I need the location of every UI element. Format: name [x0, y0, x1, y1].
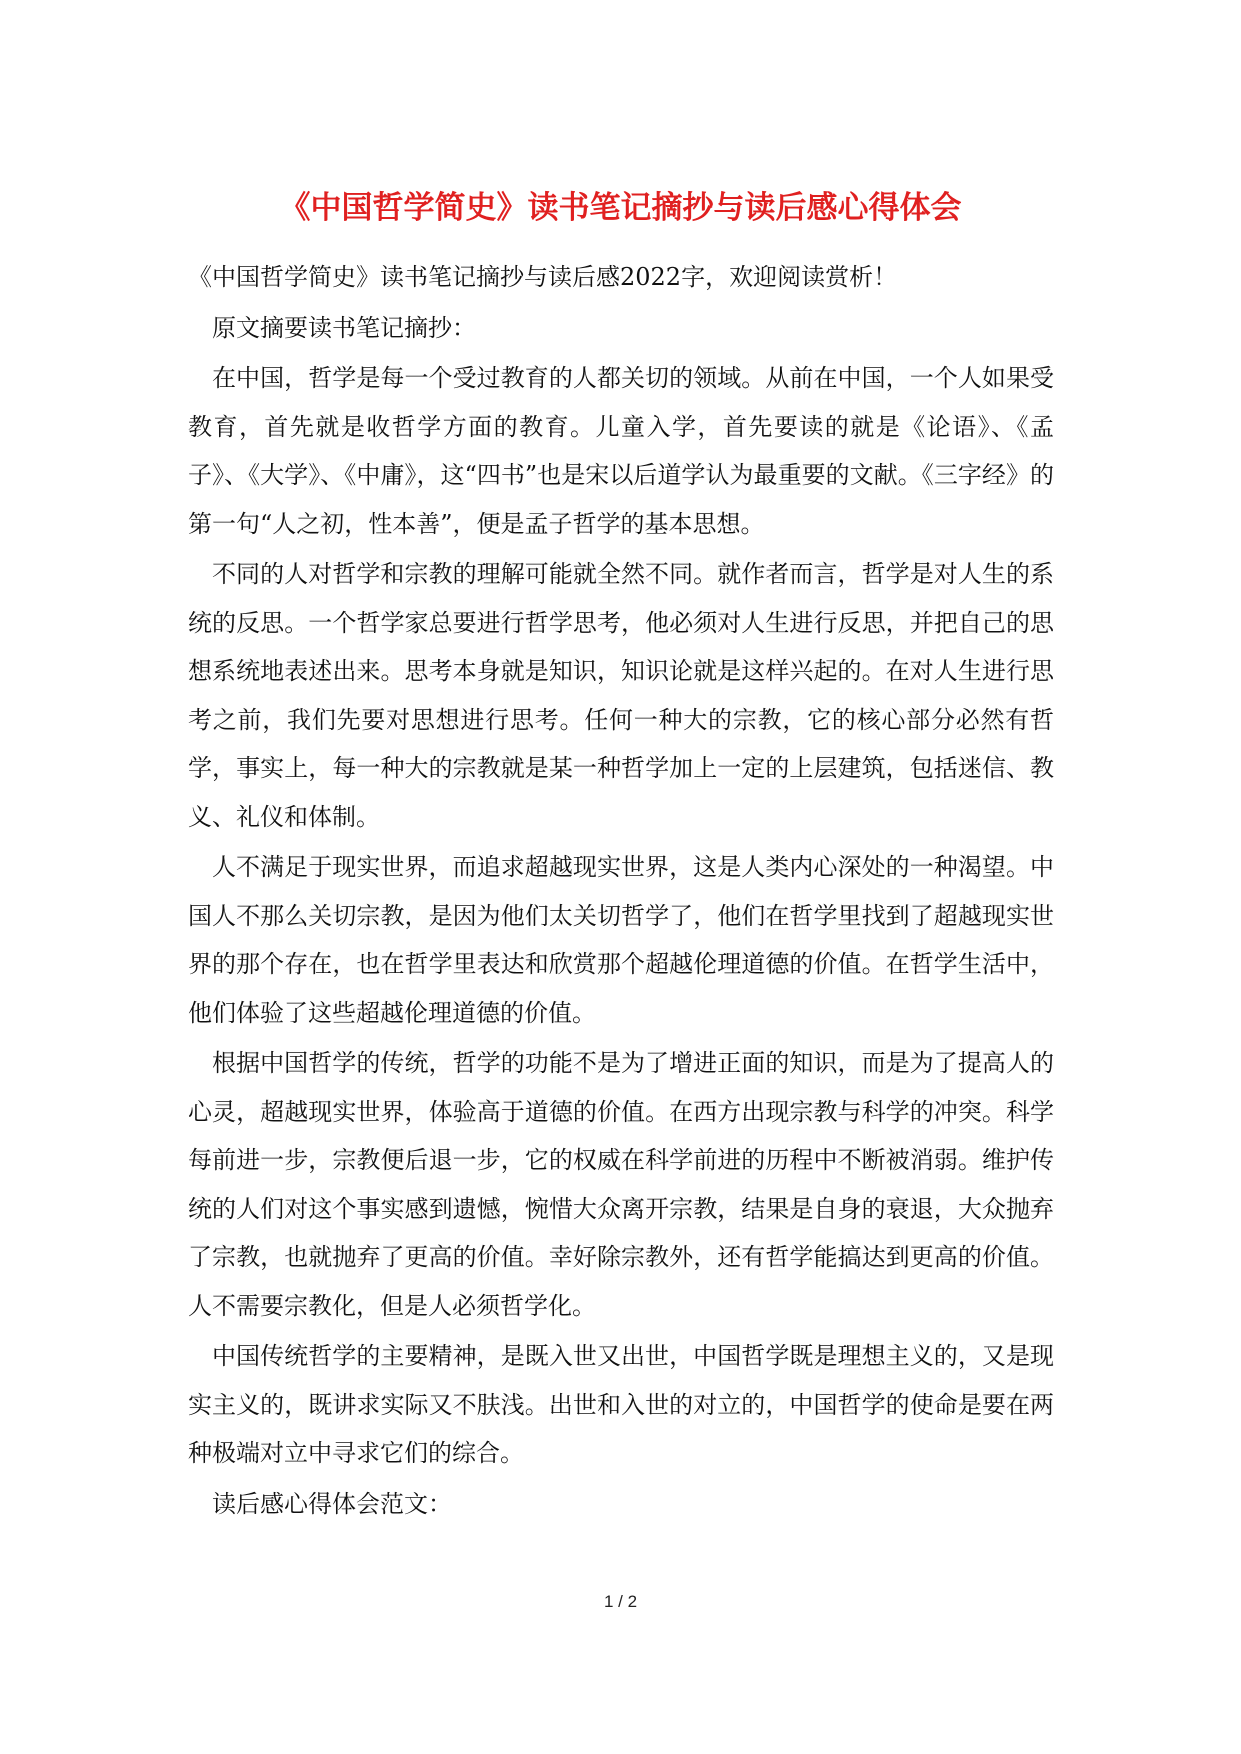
body-paragraph: 不同的人对哲学和宗教的理解可能就全然不同。就作者而言，哲学是对人生的系统的反思。一个哲学家总要进行哲学思考，他必须对人生进行反思，并把自己的思想系统地表述出来。思考本身就是知识，知识论就是这样兴起的。在对人生进行思考之前，我们先要对思想进行思考。任何一种大的宗教，它的核心部分必然有哲学，事实上，每一种大的宗教就是某一种哲学加上一定的上层建筑，包括迷信、教义、礼仪和体制。	[188, 560, 1054, 831]
intro-paragraph: 《中国哲学简史》读书笔记摘抄与读后感2022字，欢迎阅读赏析！	[188, 263, 898, 291]
body-paragraph: 根据中国哲学的传统，哲学的功能不是为了增进正面的知识，而是为了提高人的心灵，超越现实世界，体验高于道德的价值。在西方出现宗教与科学的冲突。科学每前进一步，宗教便后退一步，它的权威在科学前进的历程中不断被消弱。维护传统的人们对这个事实感到遗憾，惋惜大众离开宗教，结果是自身的衰退，大众抛弃了宗教，也就抛弃了更高的价值。幸好除宗教外，还有哲学能搞达到更高的价值。人不需要宗教化，但是人必须哲学化。	[188, 1049, 1054, 1320]
section-heading-excerpt: 原文摘要读书笔记摘抄：	[212, 313, 476, 342]
section-heading-review: 读后感心得体会范文：	[212, 1489, 452, 1518]
body-paragraph: 人不满足于现实世界，而追求超越现实世界，这是人类内心深处的一种渴望。中国人不那么关切宗教，是因为他们太关切哲学了，他们在哲学里找到了超越现实世界的那个存在，也在哲学里表达和欣赏那个超越伦理道德的价值。在哲学生活中，他们体验了这些超越伦理道德的价值。	[188, 853, 1054, 1027]
document-title: 《中国哲学简史》读书笔记摘抄与读后感心得体会	[279, 190, 962, 226]
document-body	[188, 253, 1054, 1530]
body-paragraph: 中国传统哲学的主要精神，是既入世又出世，中国哲学既是理想主义的，又是现实主义的，既讲求实际又不肤浅。出世和入世的对立的，中国哲学的使命是要在两种极端对立中寻求它们的综合。	[188, 1342, 1054, 1467]
body-paragraph: 在中国，哲学是每一个受过教育的人都关切的领域。从前在中国，一个人如果受教育，首先就是收哲学方面的教育。儿童入学，首先要读的就是《论语》、《孟子》、《大学》、《中庸》，这“四书”也是宋以后道学认为最重要的文献。《三字经》的第一句“人之初，性本善”，便是孟子哲学的基本思想。	[188, 364, 1054, 538]
page-number: 1 / 2	[603, 1592, 638, 1611]
